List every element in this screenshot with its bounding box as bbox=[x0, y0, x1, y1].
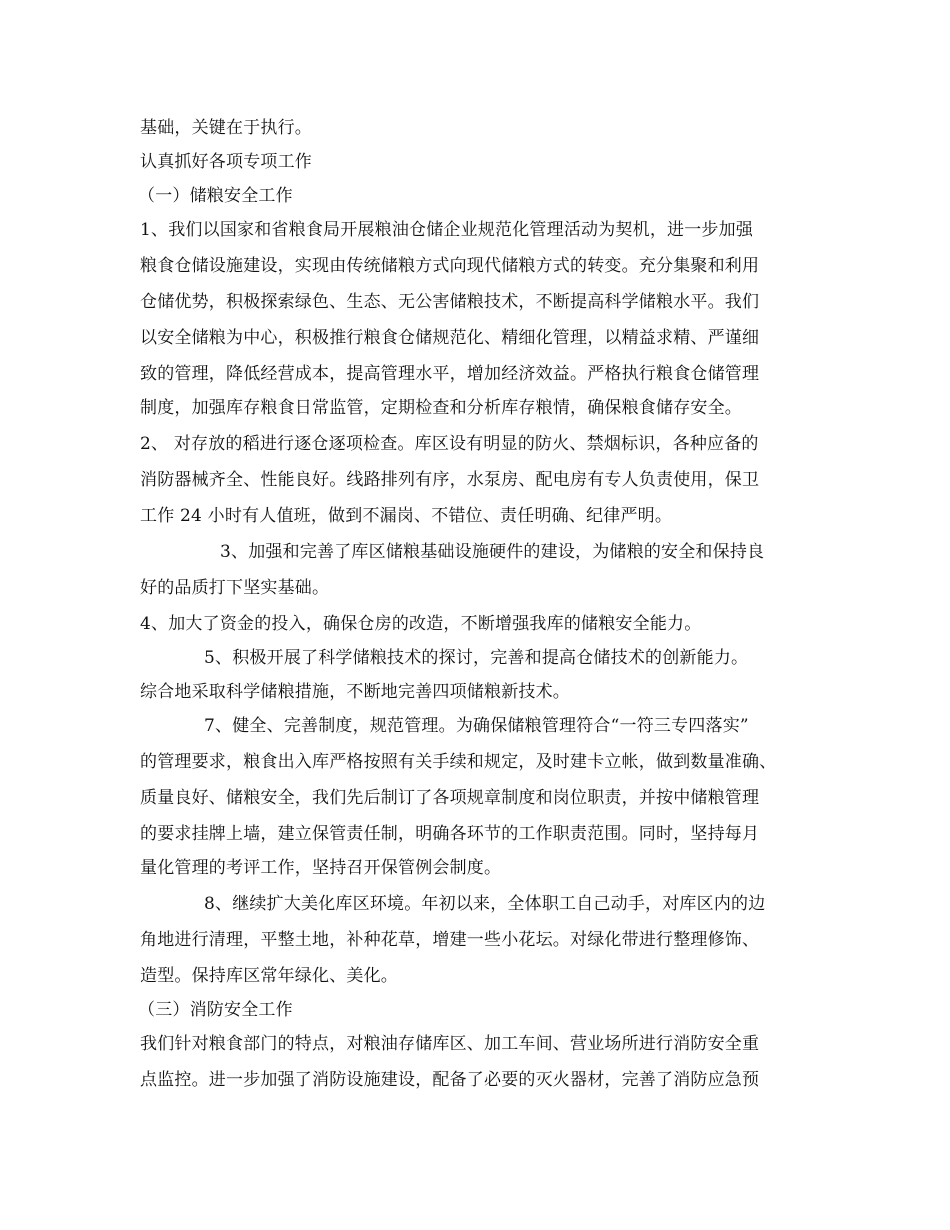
text-line: 3、加强和完善了库区储粮基础设施硬件的建设，为储粮的安全和保持良 bbox=[220, 542, 765, 562]
text-line: 8、继续扩大美化库区环境。年初以来，全体职工自己动手，对库区内的边 bbox=[204, 894, 766, 914]
text-line: 5、积极开展了科学储粮技术的探讨，完善和提高仓储技术的创新能力。 bbox=[204, 648, 749, 668]
text-line: 好的品质打下坚实基础。 bbox=[140, 578, 330, 598]
text-line: 消防器械齐全、性能良好。线路排列有序，水泵房、配电房有专人负责使用，保卫 bbox=[140, 470, 760, 490]
text-line: 质量良好、储粮安全，我们先后制订了各项规章制度和岗位职责，并按中储粮管理 bbox=[140, 788, 760, 808]
text-line: 造型。保持库区常年绿化、美化。 bbox=[140, 966, 398, 986]
text-line: 工作 24 小时有人值班，做到不漏岗、不错位、责任明确、纪律严明。 bbox=[140, 506, 673, 526]
text-line: 粮食仓储设施建设，实现由传统储粮方式向现代储粮方式的转变。充分集聚和利用 bbox=[140, 256, 760, 276]
text-line: 角地进行清理，平整土地，补种花草，增建一些小花坛。对绿化带进行整理修饰、 bbox=[140, 930, 760, 950]
text-line: 2、 对存放的稻进行逐仓逐项检查。库区设有明显的防火、禁烟标识，各种应备的 bbox=[140, 434, 759, 454]
section-heading: 认真抓好各项专项工作 bbox=[140, 152, 312, 172]
text-line: 以安全储粮为中心，积极推行粮食仓储规范化、精细化管理，以精益求精、严谨细 bbox=[140, 328, 760, 348]
text-line: 综合地采取科学储粮措施，不断地完善四项储粮新技术。 bbox=[140, 682, 570, 702]
text-line: 基础，关键在于执行。 bbox=[140, 118, 312, 138]
text-line: 点监控。进一步加强了消防设施建设，配备了必要的灭火器材，完善了消防应急预 bbox=[140, 1070, 760, 1090]
text-line: 的要求挂牌上墙，建立保管责任制，明确各环节的工作职责范围。同时，坚持每月 bbox=[140, 824, 760, 844]
text-line: 的管理要求，粮食出入库严格按照有关手续和规定，及时建卡立帐，做到数量准确、 bbox=[140, 752, 777, 772]
text-line: 制度，加强库存粮食日常监管，定期检查和分析库存粮情，确保粮食储存安全。 bbox=[140, 398, 742, 418]
text-line: 4、加大了资金的投入，确保仓房的改造，不断增强我库的储粮安全能力。 bbox=[140, 614, 702, 634]
text-line: 1、我们以国家和省粮食局开展粮油仓储企业规范化管理活动为契机，进一步加强 bbox=[140, 220, 754, 240]
text-line: 仓储优势，积极探索绿色、生态、无公害储粮技术，不断提高科学储粮水平。我们 bbox=[140, 292, 760, 312]
text-line: 量化管理的考评工作，坚持召开保管例会制度。 bbox=[140, 858, 502, 878]
text-line: 致的管理，降低经营成本，提高管理水平，增加经济效益。严格执行粮食仓储管理 bbox=[140, 364, 760, 384]
subsection-heading: （三）消防安全工作 bbox=[138, 1000, 293, 1020]
subsection-heading: （一）储粮安全工作 bbox=[138, 186, 293, 206]
text-line: 我们针对粮食部门的特点，对粮油存储库区、加工车间、营业场所进行消防安全重 bbox=[140, 1034, 760, 1054]
text-line: 7、健全、完善制度，规范管理。为确保储粮管理符合“一符三专四落实” bbox=[204, 716, 749, 736]
